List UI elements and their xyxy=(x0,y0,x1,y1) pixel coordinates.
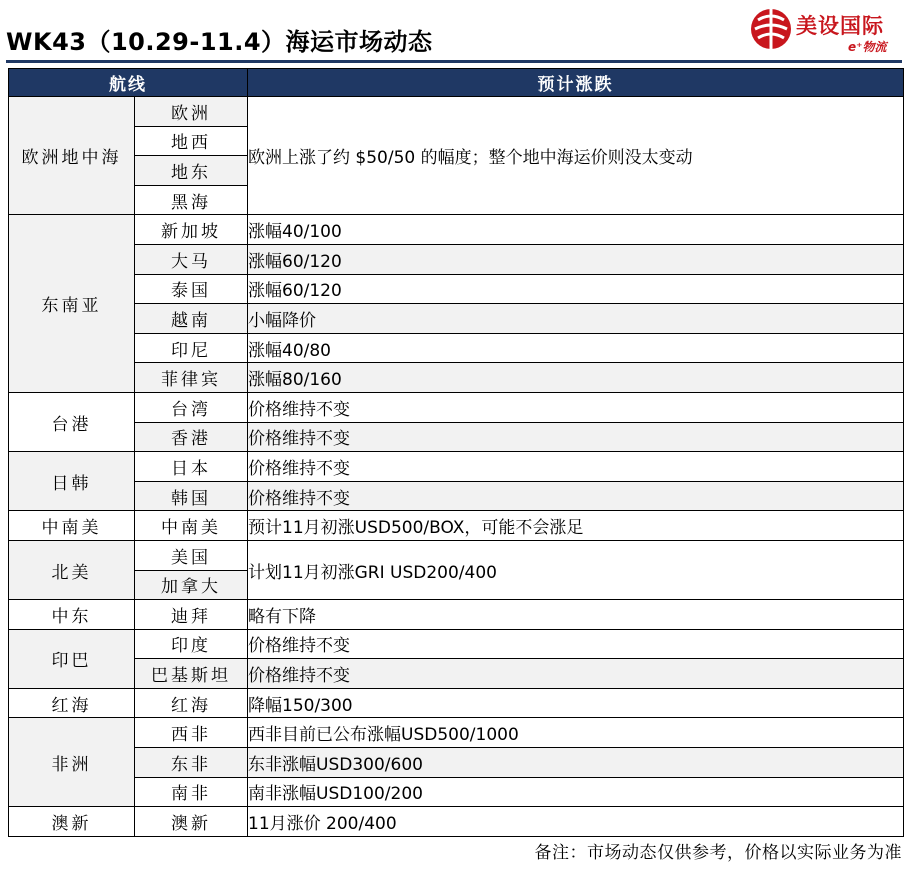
forecast-cell: 价格维持不变 xyxy=(248,659,904,689)
region-cell: 中东 xyxy=(9,600,135,630)
table-row xyxy=(9,540,904,570)
region-cell: 东南亚 xyxy=(9,215,135,393)
forecast-cell: 涨幅60/120 xyxy=(248,274,904,304)
port-cell: 南非 xyxy=(135,777,248,807)
region-cell: 北美 xyxy=(9,540,135,599)
region-cell: 欧洲地中海 xyxy=(9,97,135,215)
table-row xyxy=(9,97,904,127)
port-cell: 迪拜 xyxy=(135,600,248,630)
port-cell: 红海 xyxy=(135,688,248,718)
port-cell: 欧洲 xyxy=(135,97,248,127)
table-row xyxy=(9,452,904,482)
region-cell: 台港 xyxy=(9,392,135,451)
port-cell: 台湾 xyxy=(135,392,248,422)
port-cell: 越南 xyxy=(135,304,248,334)
forecast-cell: 西非目前已公布涨幅USD500/1000 xyxy=(248,718,904,748)
table-row xyxy=(9,718,904,748)
port-cell: 加拿大 xyxy=(135,570,248,600)
port-cell: 地东 xyxy=(135,156,248,186)
port-cell: 菲律宾 xyxy=(135,363,248,393)
table-row xyxy=(9,481,904,511)
forecast-cell: 涨幅40/80 xyxy=(248,333,904,363)
forecast-cell: 预计11月初涨USD500/BOX，可能不会涨足 xyxy=(248,511,904,541)
table-row xyxy=(9,422,904,452)
table-row xyxy=(9,333,904,363)
forecast-cell: 价格维持不变 xyxy=(248,392,904,422)
port-cell: 澳新 xyxy=(135,807,248,837)
table-row xyxy=(9,600,904,630)
table-header-row xyxy=(9,69,904,97)
table-row xyxy=(9,688,904,718)
port-cell: 泰国 xyxy=(135,274,248,304)
forecast-cell: 价格维持不变 xyxy=(248,629,904,659)
header-route: 航线 xyxy=(9,69,248,97)
region-cell: 印巴 xyxy=(9,629,135,688)
forecast-cell: 价格维持不变 xyxy=(248,422,904,452)
forecast-cell: 价格维持不变 xyxy=(248,481,904,511)
table-row xyxy=(9,777,904,807)
table-body xyxy=(9,97,904,837)
table-row xyxy=(9,274,904,304)
table-row xyxy=(9,215,904,245)
footer-remark: 备注：市场动态仅供参考，价格以实际业务为准 xyxy=(534,843,902,863)
port-cell: 大马 xyxy=(135,244,248,274)
port-cell: 香港 xyxy=(135,422,248,452)
port-cell: 黑海 xyxy=(135,185,248,215)
forecast-cell: 南非涨幅USD100/200 xyxy=(248,777,904,807)
forecast-cell: 计划11月初涨GRI USD200/400 xyxy=(248,540,904,599)
logo-subtitle: e⁺物流 xyxy=(848,40,887,54)
forecast-cell: 降幅150/300 xyxy=(248,688,904,718)
forecast-cell: 11月涨价 200/400 xyxy=(248,807,904,837)
globe-logo-icon xyxy=(748,6,794,52)
logo-name: 美设国际 xyxy=(796,14,884,38)
table-row xyxy=(9,363,904,393)
port-cell: 印度 xyxy=(135,629,248,659)
table-row xyxy=(9,511,904,541)
table-row xyxy=(9,629,904,659)
title-divider xyxy=(6,60,902,63)
table-row xyxy=(9,304,904,334)
port-cell: 韩国 xyxy=(135,481,248,511)
table-row xyxy=(9,392,904,422)
forecast-cell: 欧洲上涨了约 $50/50 的幅度；整个地中海运价则没太变动 xyxy=(248,97,904,215)
forecast-cell: 涨幅40/100 xyxy=(248,215,904,245)
forecast-cell: 东非涨幅USD300/600 xyxy=(248,748,904,778)
forecast-cell: 涨幅80/160 xyxy=(248,363,904,393)
region-cell: 非洲 xyxy=(9,718,135,807)
region-cell: 中南美 xyxy=(9,511,135,541)
port-cell: 中南美 xyxy=(135,511,248,541)
region-cell: 澳新 xyxy=(9,807,135,837)
brand-logo xyxy=(748,4,900,60)
table-row xyxy=(9,748,904,778)
region-cell: 红海 xyxy=(9,688,135,718)
port-cell: 西非 xyxy=(135,718,248,748)
port-cell: 巴基斯坦 xyxy=(135,659,248,689)
port-cell: 新加坡 xyxy=(135,215,248,245)
region-cell: 日韩 xyxy=(9,452,135,511)
forecast-cell: 小幅降价 xyxy=(248,304,904,334)
table-row xyxy=(9,659,904,689)
forecast-cell: 价格维持不变 xyxy=(248,452,904,482)
forecast-cell: 略有下降 xyxy=(248,600,904,630)
header-forecast: 预计涨跌 xyxy=(248,69,904,97)
table-row xyxy=(9,244,904,274)
forecast-cell: 涨幅60/120 xyxy=(248,244,904,274)
port-cell: 日本 xyxy=(135,452,248,482)
table-row xyxy=(9,807,904,837)
port-cell: 地西 xyxy=(135,126,248,156)
page-title: WK43（10.29-11.4）海运市场动态 xyxy=(6,28,433,56)
shipping-rates-table xyxy=(8,68,904,837)
port-cell: 印尼 xyxy=(135,333,248,363)
port-cell: 美国 xyxy=(135,540,248,570)
port-cell: 东非 xyxy=(135,748,248,778)
